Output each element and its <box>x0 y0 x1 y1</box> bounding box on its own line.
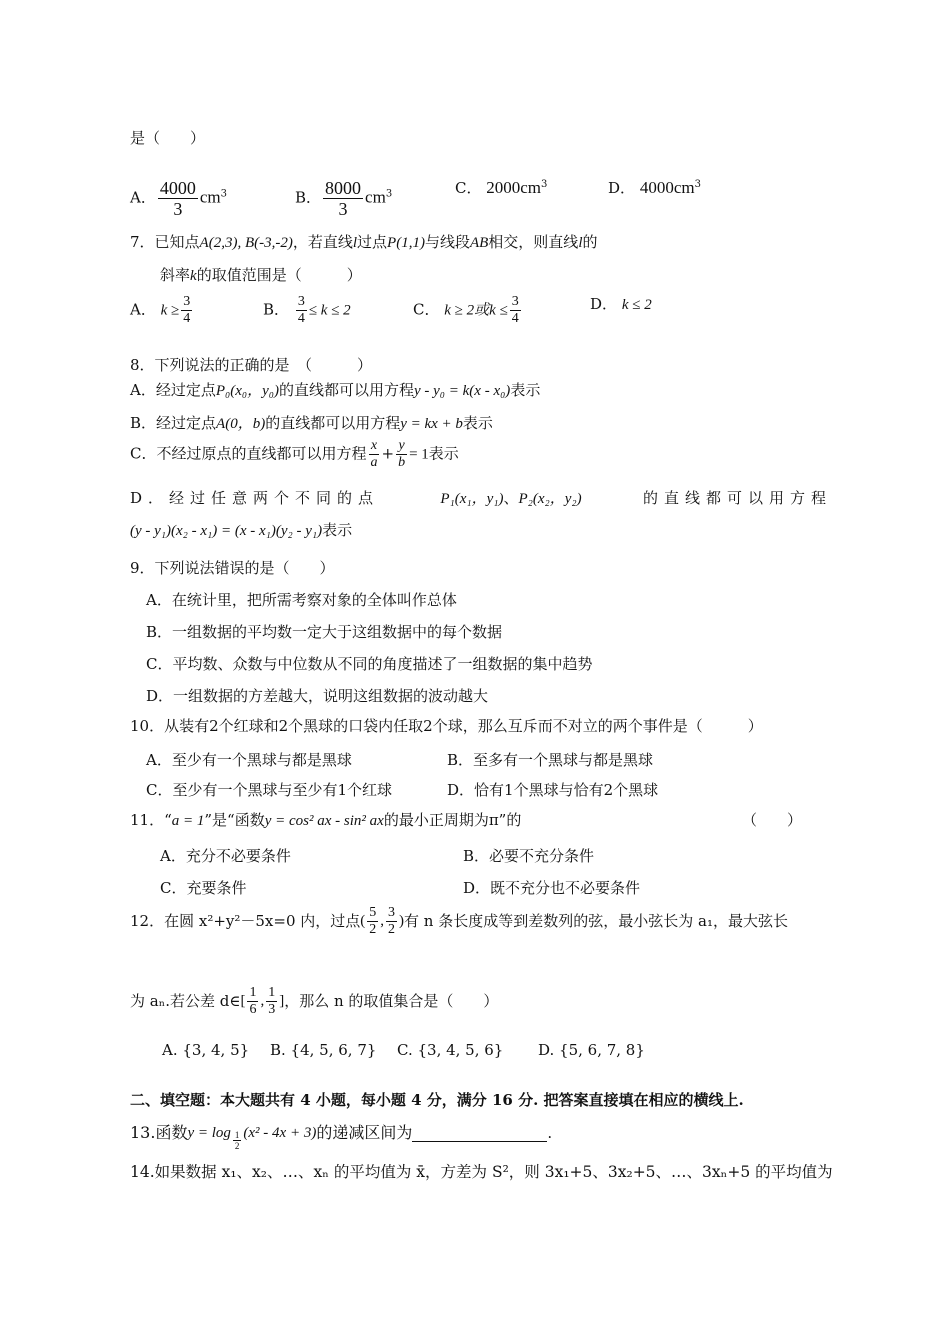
q9-option-c: C．平均数、众数与中位数从不同的角度描述了一组数据的集中趋势 <box>146 655 593 673</box>
q6-option-b: B． $\frac{8000}{3}$ $cm^3$ <box>295 178 393 219</box>
q11-paren: （ ） <box>742 811 803 829</box>
q12-option-c: C. {3, 4, 5, 6} <box>397 1041 504 1059</box>
q8-option-d-line1: D．经过任意两个不同的点 P₁(x₁，y₁)、P₂(x₂，y₂) 的直线都可以用方程 <box>130 489 832 507</box>
q9-option-a: A．在统计里，把所需考察对象的全体叫作总体 <box>146 591 457 609</box>
q12-stem: 12．在圆 x²+y²－5x=0 内，过点 ( $\frac{5}{2}$ , $\frac{3}{2}$ ) 有 n 条长度成等到差数列的弦，最小弦长为 a₁，最大弦长 <box>130 904 788 937</box>
q7-stem: 7．已知点A(2,3), B(-3,-2)，若直线l过点P(1,1)与线段AB相交，则直线l的 <box>130 233 598 251</box>
q10-option-d: D．恰有1个黑球与恰有2个黑球 <box>447 781 659 799</box>
q6-option-d: D． $4000cm^3$ <box>608 178 701 197</box>
q9-option-b: B．一组数据的平均数一定大于这组数据中的每个数据 <box>146 623 503 641</box>
q8-option-c: C．不经过原点的直线都可以用方程 $\frac{x}{a}$ + $\frac{y}{b}$ = 1表示 <box>130 438 459 470</box>
q7-option-d: D． k ≤ 2 <box>590 295 652 313</box>
q11-option-a: A．充分不必要条件 <box>160 847 291 865</box>
q7-option-a: A． k ≥ $\frac{3}{4}$ <box>130 294 191 326</box>
q10-option-c: C．至少有一个黑球与至少有1个红球 <box>146 781 393 799</box>
q10-option-b: B．至多有一个黑球与都是黑球 <box>447 751 654 769</box>
q7-option-b: B． $\frac{3}{4}$ ≤ k ≤ 2 <box>263 294 351 326</box>
section-heading: 二、填空题：本大题共有 4 小题，每小题 4 分，满分 16 分. 把答案直接填在相应的横线上. <box>130 1091 744 1109</box>
q11-option-b: B．必要不充分条件 <box>463 847 595 865</box>
q6-option-a: A． $\frac{4000}{3}$ $cm^3$ <box>130 178 227 219</box>
q11-option-c: C．充要条件 <box>160 879 247 897</box>
q13-stem: 13.函数 y = log $\frac{1}{2}$ (x² - 4x + 3) 的递减区间为 . <box>130 1123 553 1151</box>
q12-stem-2: 为 aₙ.若公差 d∈ [ $\frac{1}{6}$ , $\frac{1}{3}$ ] ，那么 n 的取值集合是（ ） <box>130 984 499 1017</box>
q7-stem-2: 斜率k的取值范围是（ ） <box>160 266 362 284</box>
q12-option-b: B. {4, 5, 6, 7} <box>270 1041 377 1059</box>
q14-stem: 14.如果数据 x₁、x₂、…、xₙ 的平均值为 x̄，方差为 S²，则 3x₁+5、3x₂+5、…、3xₙ+5 的平均值为 <box>130 1163 833 1181</box>
q8-title: 8．下列说法的正确的是 （ ） <box>130 356 373 374</box>
q8-option-a: A．经过定点P₀(x₀，y₀)的直线都可以用方程y - y₀ = k(x - x₀)表示 <box>130 381 541 399</box>
q8-option-b: B．经过定点A(0，b)的直线都可以用方程y = kx + b表示 <box>130 414 493 432</box>
q9-title: 9．下列说法错误的是（ ） <box>130 559 335 577</box>
q10-option-a: A．至少有一个黑球与都是黑球 <box>146 751 352 769</box>
q10-title: 10．从装有2个红球和2个黑球的口袋内任取2个球，那么互斥而不对立的两个事件是（ ） <box>130 717 763 735</box>
q9-option-d: D．一组数据的方差越大，说明这组数据的波动越大 <box>146 687 489 705</box>
q6-tail: 是（ ） <box>130 129 206 147</box>
q12-option-a: A. {3, 4, 5} <box>162 1041 250 1059</box>
q11-option-d: D．既不充分也不必要条件 <box>463 879 641 897</box>
q12-option-d: D. {5, 6, 7, 8} <box>538 1041 645 1059</box>
q8-option-d-line2: (y - y₁)(x₂ - x₁) = (x - x₁)(y₂ - y₁)表示 <box>130 521 353 539</box>
q6-option-c: C． $2000cm^3$ <box>455 178 548 197</box>
q11-stem: 11．“a = 1”是“函数y = cos² ax - sin² ax的最小正周期为π”的 <box>130 811 522 829</box>
q13-answer-blank[interactable] <box>412 1125 547 1142</box>
q7-option-c: C． k ≥ 2或k ≤ $\frac{3}{4}$ <box>413 294 519 326</box>
